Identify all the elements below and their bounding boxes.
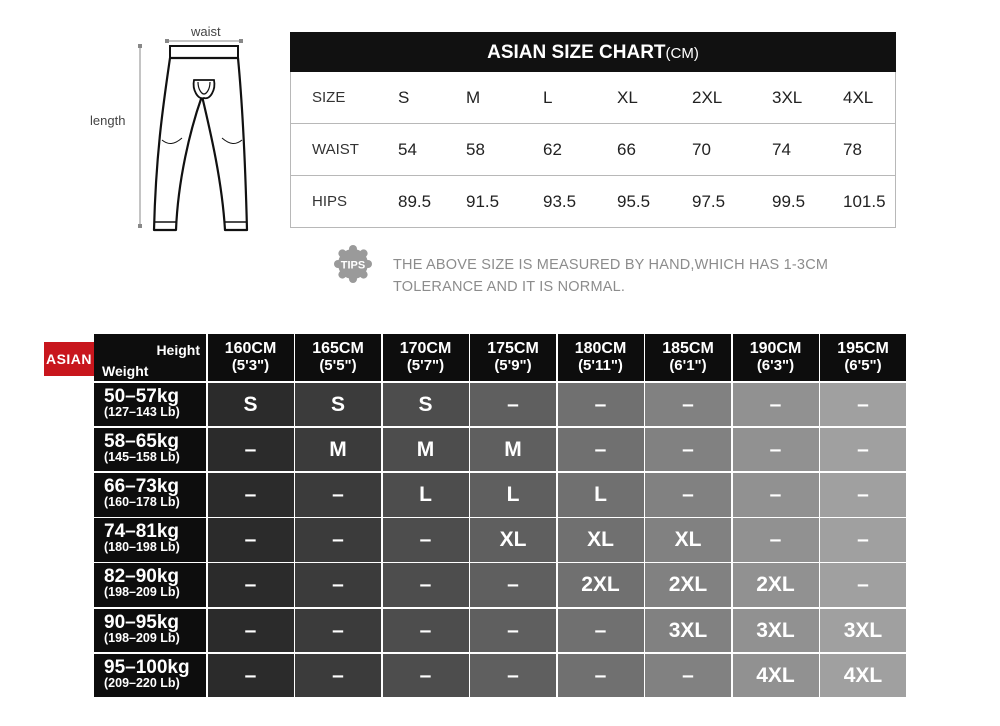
grid-corner-header	[94, 334, 206, 381]
size-cell: 3XL	[733, 609, 819, 653]
height-header	[733, 334, 819, 381]
size-cell: –	[558, 609, 644, 653]
height-cm: 170CM	[399, 340, 452, 357]
height-ft: (5'5")	[319, 357, 357, 374]
size-chart-cell: 4XL	[843, 88, 874, 107]
height-header	[470, 334, 556, 381]
weight-kg: 50–57kg	[104, 385, 180, 407]
size-cell: –	[733, 518, 819, 562]
weight-row-header	[94, 428, 206, 472]
height-cm: 165CM	[312, 340, 364, 357]
size-cell: 3XL	[645, 609, 731, 653]
size-cell: S	[208, 383, 294, 427]
size-cell: –	[208, 518, 294, 562]
size-cell: –	[470, 654, 556, 698]
size-chart-cell: S	[398, 88, 410, 107]
size-cell: –	[295, 563, 381, 607]
size-chart-cell: 70	[692, 140, 711, 159]
size-chart-row-label: WAIST	[312, 141, 359, 158]
size-cell: XL	[558, 518, 644, 562]
size-chart-cell: 54	[398, 140, 417, 159]
size-cell: M	[295, 428, 381, 472]
size-chart-cell: 2XL	[692, 88, 723, 107]
pants-outline-icon	[80, 20, 280, 235]
height-cm: 195CM	[837, 340, 889, 357]
size-chart-cell: 91.5	[466, 192, 500, 211]
tips-badge-icon	[333, 244, 373, 284]
size-cell: 4XL	[820, 654, 906, 698]
asian-size-chart-table	[290, 32, 896, 228]
height-ft: (6'1")	[669, 357, 707, 374]
height-ft: (5'7")	[406, 357, 445, 374]
height-cm: 180CM	[574, 340, 627, 357]
height-header	[295, 334, 381, 381]
weight-lb: (209–220 Lb)	[104, 675, 180, 690]
height-ft: (6'3")	[756, 357, 795, 374]
size-cell: L	[470, 473, 556, 517]
size-cell: M	[470, 428, 556, 472]
size-cell: –	[208, 428, 294, 472]
weight-row-header	[94, 473, 206, 517]
size-chart-cell: 66	[617, 140, 636, 159]
size-cell: S	[383, 383, 469, 427]
size-cell: –	[383, 518, 469, 562]
height-header	[383, 334, 469, 381]
corner-weight-label: Weight	[102, 363, 149, 379]
size-chart-cell: L	[543, 88, 553, 107]
size-cell: –	[208, 654, 294, 698]
size-chart-cell: 95.5	[617, 192, 651, 211]
weight-lb: (145–158 Lb)	[104, 449, 180, 464]
height-ft: (6'5")	[844, 357, 882, 374]
weight-lb: (198–209 Lb)	[104, 585, 180, 600]
weight-lb: (198–209 Lb)	[104, 630, 180, 645]
size-cell: 3XL	[820, 609, 906, 653]
size-cell: –	[820, 428, 906, 472]
height-header	[208, 334, 294, 381]
size-cell: –	[733, 383, 819, 427]
size-chart-title	[290, 32, 896, 72]
size-cell: –	[295, 654, 381, 698]
size-chart-cell: 89.5	[398, 192, 432, 211]
size-cell: –	[383, 654, 469, 698]
size-chart-title-text: ASIAN SIZE CHART	[487, 42, 666, 63]
weight-kg: 90–95kg	[104, 611, 180, 633]
tips-text-line2: TOLERANCE AND IT IS NORMAL.	[393, 279, 626, 295]
size-cell: –	[383, 563, 469, 607]
size-cell: –	[470, 383, 556, 427]
weight-row-header	[94, 609, 206, 653]
size-cell: –	[645, 383, 731, 427]
size-cell: –	[208, 609, 294, 653]
size-chart-row	[290, 176, 896, 227]
height-header	[645, 334, 731, 381]
size-cell: –	[295, 518, 381, 562]
weight-kg: 74–81kg	[104, 521, 180, 543]
weight-kg: 58–65kg	[104, 430, 180, 452]
size-chart-row-label: SIZE	[312, 89, 346, 106]
weight-lb: (180–198 Lb)	[104, 540, 180, 555]
size-cell: –	[820, 518, 906, 562]
tips-badge-text: TIPS	[340, 259, 366, 272]
pants-diagram	[80, 20, 280, 235]
size-chart-cell: XL	[617, 88, 638, 107]
size-cell: –	[208, 473, 294, 517]
size-chart-cell: 58	[466, 140, 485, 159]
height-header	[820, 334, 906, 381]
weight-row-header	[94, 518, 206, 562]
weight-lb: (160–178 Lb)	[104, 494, 180, 509]
weight-lb: (127–143 Lb)	[104, 404, 180, 419]
tips-text-line1: THE ABOVE SIZE IS MEASURED BY HAND,WHICH HAS 1-3CM	[393, 257, 829, 273]
height-cm: 175CM	[487, 340, 539, 357]
size-chart-cell: 62	[543, 140, 562, 159]
size-chart-cell: M	[466, 88, 481, 107]
height-cm: 160CM	[224, 340, 277, 357]
size-cell: –	[295, 473, 381, 517]
size-cell: –	[558, 654, 644, 698]
size-cell: –	[645, 428, 731, 472]
size-chart-row	[290, 72, 896, 124]
size-cell: S	[295, 383, 381, 427]
weight-row-header	[94, 563, 206, 607]
size-cell: XL	[645, 518, 731, 562]
size-cell: –	[558, 383, 644, 427]
weight-kg: 82–90kg	[104, 566, 180, 588]
size-chart-rows	[290, 72, 896, 227]
size-chart-cell: 74	[772, 140, 791, 159]
size-chart-row-label: HIPS	[312, 193, 348, 210]
size-cell: –	[470, 563, 556, 607]
size-cell: –	[820, 473, 906, 517]
size-cell: –	[820, 383, 906, 427]
size-chart-cell: 3XL	[772, 88, 803, 107]
height-cm: 185CM	[662, 340, 714, 357]
size-chart-cell: 99.5	[772, 192, 806, 211]
length-label: length	[90, 113, 126, 128]
size-cell: –	[645, 654, 731, 698]
size-chart-cell: 93.5	[543, 192, 577, 211]
size-cell: XL	[470, 518, 556, 562]
size-cell: L	[558, 473, 644, 517]
height-ft: (5'11")	[578, 357, 623, 374]
tips-text	[393, 254, 913, 298]
weight-kg: 95–100kg	[104, 656, 190, 678]
height-cm: 190CM	[749, 340, 802, 357]
size-chart-title-unit: (CM)	[665, 45, 699, 62]
size-cell: M	[383, 428, 469, 472]
size-cell: –	[558, 428, 644, 472]
size-cell: L	[383, 473, 469, 517]
size-cell: –	[295, 609, 381, 653]
size-chart-cell: 97.5	[692, 192, 726, 211]
size-cell: –	[208, 563, 294, 607]
size-chart-cell: 101.5	[843, 192, 886, 211]
height-ft: (5'3")	[231, 357, 270, 374]
waist-label: waist	[191, 24, 221, 39]
size-cell: 4XL	[733, 654, 819, 698]
size-chart-cell: 78	[843, 140, 862, 159]
weight-row-header	[94, 383, 206, 427]
size-cell: –	[383, 609, 469, 653]
height-header	[558, 334, 644, 381]
size-cell: –	[733, 473, 819, 517]
size-cell: 2XL	[558, 563, 644, 607]
size-cell: –	[470, 609, 556, 653]
size-cell: 2XL	[733, 563, 819, 607]
size-cell: 2XL	[645, 563, 731, 607]
weight-kg: 66–73kg	[104, 475, 180, 497]
height-ft: (5'9")	[494, 357, 532, 374]
size-cell: –	[733, 428, 819, 472]
size-chart-row	[290, 124, 896, 176]
size-cell: –	[645, 473, 731, 517]
corner-height-label: Height	[156, 342, 200, 358]
weight-row-header	[94, 654, 206, 698]
size-cell: –	[820, 563, 906, 607]
asian-badge: ASIAN	[44, 342, 94, 376]
